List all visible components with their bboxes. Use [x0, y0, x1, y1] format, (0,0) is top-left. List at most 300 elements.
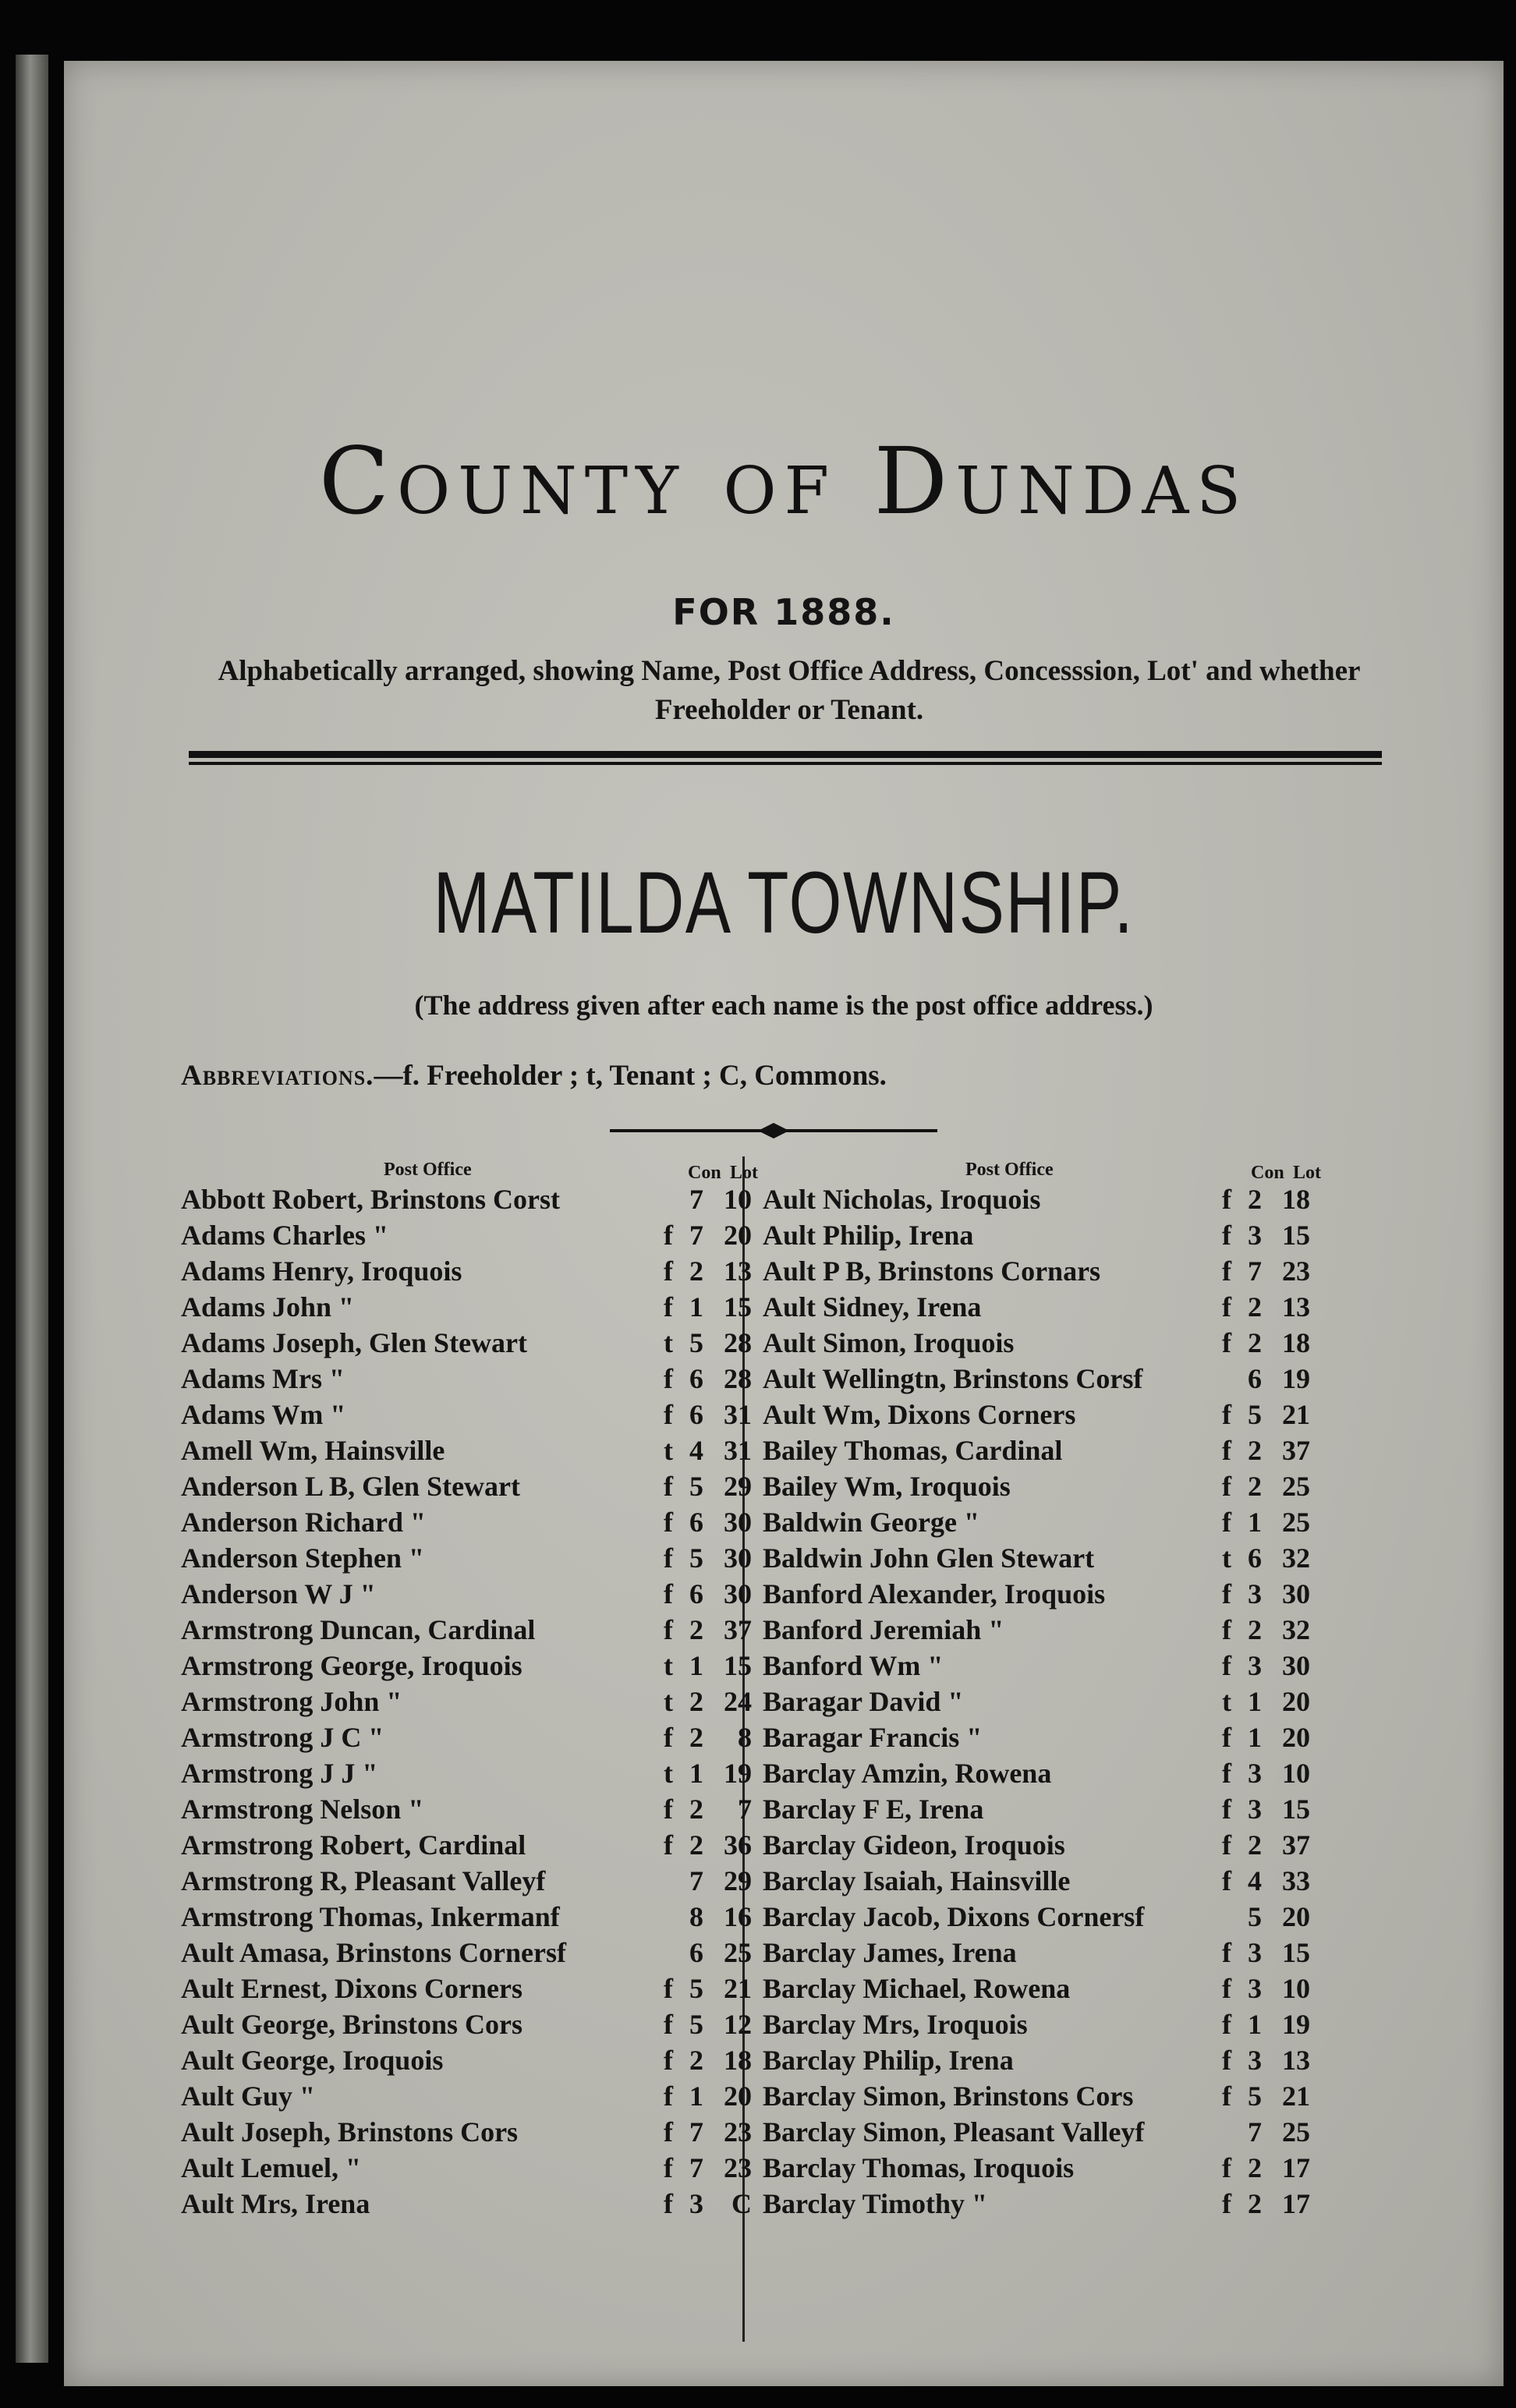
- directory-entry: [763, 1863, 1332, 1899]
- entry-holder-type: f: [1222, 1937, 1231, 1968]
- entry-lot: 24: [724, 1686, 752, 1717]
- entry-name: Barclay Philip, Irena: [763, 2045, 1014, 2076]
- entry-name: Barclay Timothy ": [763, 2188, 988, 2219]
- entry-lot: 8: [738, 1722, 752, 1753]
- directory-entry: [763, 1827, 1332, 1863]
- entry-name: Barclay Jacob, Dixons Cornersf: [763, 1901, 1145, 1932]
- entry-concession: 6: [689, 1399, 703, 1430]
- entry-concession: 7: [689, 1865, 703, 1896]
- entry-name: Armstrong George, Iroquois: [181, 1650, 522, 1681]
- entry-lot: 28: [724, 1363, 752, 1394]
- entry-lot: 32: [1282, 1542, 1310, 1574]
- entry-lot: 21: [724, 1973, 752, 2004]
- entry-name: Armstrong R, Pleasant Valleyf: [181, 1865, 546, 1896]
- entry-name: Armstrong John ": [181, 1686, 402, 1717]
- entry-lot: 10: [724, 1184, 752, 1215]
- entry-lot: 10: [1282, 1973, 1310, 2004]
- entry-concession: 2: [1248, 2188, 1262, 2219]
- entry-lot: 33: [1282, 1865, 1310, 1896]
- entry-lot: 30: [1282, 1650, 1310, 1681]
- entry-concession: 3: [1248, 1794, 1262, 1825]
- entry-name: Ault Wm, Dixons Corners: [763, 1399, 1076, 1430]
- entry-concession: 6: [689, 1937, 703, 1968]
- directory-entry: [181, 1576, 774, 1612]
- entry-lot: 20: [1282, 1722, 1310, 1753]
- entry-name: Ault Sidney, Irena: [763, 1291, 982, 1323]
- entry-concession: 2: [1248, 1471, 1262, 1502]
- entry-lot: 25: [1282, 1471, 1310, 1502]
- entry-concession: 1: [1248, 1686, 1262, 1717]
- entry-name: Barclay Thomas, Iroquois: [763, 2152, 1075, 2183]
- entry-lot: 21: [1282, 2080, 1310, 2112]
- entry-concession: 1: [1248, 1722, 1262, 1753]
- directory-entry: [181, 1361, 774, 1397]
- entry-concession: 2: [1248, 2152, 1262, 2183]
- entry-name: Armstrong Robert, Cardinal: [181, 1829, 526, 1861]
- entry-name: Barclay Gideon, Iroquois: [763, 1829, 1065, 1861]
- directory-entry: [181, 1971, 774, 2006]
- directory-entry: [181, 2150, 774, 2186]
- entry-concession: 3: [1248, 1220, 1262, 1251]
- entry-lot: 15: [1282, 1937, 1310, 1968]
- entry-name: Barclay F E, Irena: [763, 1794, 984, 1825]
- directory-entry: [181, 2006, 774, 2042]
- entry-lot: 25: [724, 1937, 752, 1968]
- entry-holder-type: f: [664, 1794, 673, 1825]
- entry-concession: 2: [689, 1255, 703, 1287]
- directory-entry: [181, 2114, 774, 2150]
- entry-lot: 23: [1282, 1255, 1310, 1287]
- directory-entry: [181, 2042, 774, 2078]
- entry-concession: 2: [689, 1794, 703, 1825]
- entry-lot: 13: [1282, 2045, 1310, 2076]
- directory-entry: [763, 1719, 1332, 1755]
- entry-concession: 5: [1248, 2080, 1262, 2112]
- entry-holder-type: t: [664, 1435, 673, 1466]
- entry-holder-type: f: [664, 2009, 673, 2040]
- entry-name: Anderson L B, Glen Stewart: [181, 1471, 521, 1502]
- con-header: Con: [1251, 1163, 1284, 1183]
- entry-lot: 16: [724, 1901, 752, 1932]
- entry-lot: 18: [724, 2045, 752, 2076]
- entry-lot: 23: [724, 2152, 752, 2183]
- entry-lot: 19: [1282, 2009, 1310, 2040]
- entry-concession: 4: [689, 1435, 703, 1466]
- entry-holder-type: f: [1222, 1399, 1231, 1430]
- directory-entry: [181, 1648, 774, 1684]
- abbreviations-text: —f. Freeholder ; t, Tenant ; C, Commons.: [374, 1060, 887, 1092]
- entry-name: Ault Ernest, Dixons Corners: [181, 1973, 522, 2004]
- entry-lot: 12: [724, 2009, 752, 2040]
- entry-holder-type: f: [1222, 1865, 1231, 1896]
- entry-concession: 1: [689, 2080, 703, 2112]
- entry-concession: 1: [689, 1758, 703, 1789]
- entry-lot: 18: [1282, 1327, 1310, 1358]
- ornament-divider: [594, 1117, 953, 1141]
- entry-lot: 37: [724, 1614, 752, 1645]
- left-column: [181, 1156, 774, 2222]
- abbreviations-label: Abbreviations.: [181, 1060, 374, 1092]
- entry-concession: 3: [1248, 1758, 1262, 1789]
- entry-holder-type: f: [1222, 2045, 1231, 2076]
- entry-concession: 7: [689, 1220, 703, 1251]
- directory-entry: [763, 2150, 1332, 2186]
- directory-entry: [181, 2078, 774, 2114]
- entry-name: Abbott Robert, Brinstons Corst: [181, 1184, 560, 1215]
- directory-entry: [181, 1540, 774, 1576]
- directory-entry: [181, 1899, 774, 1935]
- year-line: FOR 1888.: [672, 591, 895, 633]
- entry-holder-type: f: [664, 1722, 673, 1753]
- entry-concession: 2: [1248, 1829, 1262, 1861]
- directory-entry: [763, 1397, 1332, 1432]
- directory-entry: [181, 1325, 774, 1361]
- directory-entry: [181, 1863, 774, 1899]
- entry-holder-type: f: [664, 1291, 673, 1323]
- entry-lot: 30: [724, 1507, 752, 1538]
- entry-name: Baldwin John Glen Stewart: [763, 1542, 1095, 1574]
- directory-entry: [763, 2114, 1332, 2150]
- entry-concession: 3: [1248, 1937, 1262, 1968]
- entry-name: Armstrong Duncan, Cardinal: [181, 1614, 536, 1645]
- directory-entry: [763, 1504, 1332, 1540]
- directory-entry: [763, 1253, 1332, 1289]
- entry-concession: 1: [689, 1291, 703, 1323]
- entry-concession: 6: [1248, 1542, 1262, 1574]
- right-column-header: [763, 1156, 1332, 1181]
- directory-entry: [763, 1935, 1332, 1971]
- entry-concession: 2: [689, 1722, 703, 1753]
- entry-name: Adams Wm ": [181, 1399, 346, 1430]
- entry-holder-type: t: [1222, 1686, 1231, 1717]
- entry-concession: 1: [689, 1650, 703, 1681]
- entry-holder-type: f: [664, 2080, 673, 2112]
- entry-lot: 30: [724, 1542, 752, 1574]
- post-office-header: Post Office: [384, 1160, 472, 1180]
- lot-header: Lot: [730, 1163, 758, 1183]
- entry-concession: 8: [689, 1901, 703, 1932]
- entry-name: Adams Mrs ": [181, 1363, 345, 1394]
- township-title: MATILDA TOWNSHIP.: [433, 854, 1135, 951]
- entry-lot: 20: [724, 1220, 752, 1251]
- directory-entry: [181, 1719, 774, 1755]
- entry-lot: 20: [724, 2080, 752, 2112]
- abbreviations-line: [181, 1059, 887, 1092]
- directory-page: [64, 61, 1504, 2386]
- entry-holder-type: t: [664, 1686, 673, 1717]
- entry-concession: 3: [1248, 2045, 1262, 2076]
- entry-concession: 6: [689, 1363, 703, 1394]
- entry-name: Ault George, Iroquois: [181, 2045, 444, 2076]
- entry-holder-type: f: [1222, 1794, 1231, 1825]
- entry-lot: 30: [724, 1578, 752, 1609]
- lot-header: Lot: [1293, 1163, 1321, 1183]
- directory-entry: [763, 2078, 1332, 2114]
- entry-holder-type: f: [664, 1542, 673, 1574]
- entry-name: Baldwin George ": [763, 1507, 979, 1538]
- entry-lot: 13: [724, 1255, 752, 1287]
- entry-lot: 30: [1282, 1578, 1310, 1609]
- directory-entry: [181, 1253, 774, 1289]
- directory-entry: [181, 1432, 774, 1468]
- entry-lot: 7: [738, 1794, 752, 1825]
- entry-name: Adams Henry, Iroquois: [181, 1255, 462, 1287]
- entry-lot: 25: [1282, 1507, 1310, 1538]
- entry-name: Ault Nicholas, Iroquois: [763, 1184, 1041, 1215]
- entry-lot: 28: [724, 1327, 752, 1358]
- entry-lot: 20: [1282, 1686, 1310, 1717]
- directory-entry: [181, 1755, 774, 1791]
- entry-holder-type: f: [1222, 1291, 1231, 1323]
- directory-entry: [763, 1612, 1332, 1648]
- directory-entry: [763, 1325, 1332, 1361]
- entry-concession: 5: [689, 1327, 703, 1358]
- address-note: (The address given after each name is the post office address.): [414, 990, 1153, 1021]
- entry-name: Amell Wm, Hainsville: [181, 1435, 445, 1466]
- entry-lot: 19: [1282, 1363, 1310, 1394]
- entry-name: Adams John ": [181, 1291, 355, 1323]
- directory-entry: [763, 1540, 1332, 1576]
- entry-name: Ault Guy ": [181, 2080, 316, 2112]
- entry-holder-type: f: [1222, 1578, 1231, 1609]
- entry-name: Ault Simon, Iroquois: [763, 1327, 1015, 1358]
- entry-holder-type: f: [1222, 1435, 1231, 1466]
- entry-name: Ault Lemuel, ": [181, 2152, 361, 2183]
- entry-name: Barclay Mrs, Iroquois: [763, 2009, 1028, 2040]
- entry-name: Armstrong Nelson ": [181, 1794, 424, 1825]
- directory-entry: [181, 1181, 774, 1217]
- entry-holder-type: f: [664, 1829, 673, 1861]
- entry-name: Baragar David ": [763, 1686, 964, 1717]
- entry-name: Ault Amasa, Brinstons Cornersf: [181, 1937, 567, 1968]
- entry-concession: 2: [689, 1614, 703, 1645]
- entry-name: Armstrong J J ": [181, 1758, 378, 1789]
- entry-name: Bailey Thomas, Cardinal: [763, 1435, 1063, 1466]
- entry-concession: 3: [1248, 1650, 1262, 1681]
- entry-holder-type: f: [1222, 1255, 1231, 1287]
- directory-entry: [763, 1899, 1332, 1935]
- entry-holder-type: f: [664, 2152, 673, 2183]
- entry-holder-type: f: [1222, 1184, 1231, 1215]
- entry-lot: 15: [724, 1291, 752, 1323]
- entry-name: Barclay James, Irena: [763, 1937, 1017, 1968]
- directory-entry: [763, 1791, 1332, 1827]
- entry-name: Ault George, Brinstons Cors: [181, 2009, 522, 2040]
- entry-name: Banford Jeremiah ": [763, 1614, 1004, 1645]
- directory-entry: [763, 1361, 1332, 1397]
- directory-entry: [181, 1289, 774, 1325]
- entry-concession: 7: [689, 2116, 703, 2148]
- entry-holder-type: f: [1222, 2009, 1231, 2040]
- entry-name: Bailey Wm, Iroquois: [763, 1471, 1011, 1502]
- entry-concession: 5: [689, 1542, 703, 1574]
- entry-lot: 15: [724, 1650, 752, 1681]
- entry-lot: 15: [1282, 1794, 1310, 1825]
- entry-name: Ault Philip, Irena: [763, 1220, 974, 1251]
- entry-lot: 32: [1282, 1614, 1310, 1645]
- entry-lot: 29: [724, 1865, 752, 1896]
- entry-concession: 3: [689, 2188, 703, 2219]
- entry-holder-type: f: [664, 1471, 673, 1502]
- directory-entry: [181, 1684, 774, 1719]
- entry-holder-type: f: [1222, 2080, 1231, 2112]
- entry-holder-type: f: [1222, 2188, 1231, 2219]
- directory-entry: [181, 2186, 774, 2222]
- entry-name: Ault Mrs, Irena: [181, 2188, 370, 2219]
- county-title: County of Dundas: [318, 427, 1249, 535]
- entry-name: Ault P B, Brinstons Cornars: [763, 1255, 1101, 1287]
- entry-concession: 3: [1248, 1578, 1262, 1609]
- entry-lot: 20: [1282, 1901, 1310, 1932]
- entry-name: Barclay Michael, Rowena: [763, 1973, 1071, 2004]
- entry-name: Armstrong J C ": [181, 1722, 384, 1753]
- entry-name: Barclay Isaiah, Hainsville: [763, 1865, 1071, 1896]
- entry-lot: 37: [1282, 1435, 1310, 1466]
- directory-entry: [763, 1971, 1332, 2006]
- entry-concession: 1: [1248, 2009, 1262, 2040]
- entry-holder-type: f: [1222, 1507, 1231, 1538]
- directory-entry: [763, 1289, 1332, 1325]
- entry-holder-type: f: [664, 1399, 673, 1430]
- directory-entry: [763, 1648, 1332, 1684]
- entry-holder-type: f: [664, 1507, 673, 1538]
- entry-lot: 23: [724, 2116, 752, 2148]
- entry-holder-type: f: [1222, 1829, 1231, 1861]
- entry-holder-type: f: [1222, 1758, 1231, 1789]
- entry-concession: 5: [689, 1471, 703, 1502]
- entry-name: Adams Charles ": [181, 1220, 388, 1251]
- double-rule-thick: [189, 751, 1382, 758]
- directory-entry: [181, 1468, 774, 1504]
- directory-entry: [181, 1504, 774, 1540]
- entry-concession: 2: [689, 2045, 703, 2076]
- entry-lot: 19: [724, 1758, 752, 1789]
- entry-name: Ault Joseph, Brinstons Cors: [181, 2116, 519, 2148]
- entry-holder-type: f: [664, 1220, 673, 1251]
- entry-holder-type: f: [1222, 1722, 1231, 1753]
- entry-lot: 29: [724, 1471, 752, 1502]
- entry-name: Barclay Amzin, Rowena: [763, 1758, 1052, 1789]
- entry-holder-type: t: [664, 1650, 673, 1681]
- entry-holder-type: t: [664, 1327, 673, 1358]
- directory-entry: [763, 2042, 1332, 2078]
- entry-holder-type: f: [664, 1614, 673, 1645]
- entry-concession: 3: [1248, 1973, 1262, 2004]
- entry-concession: 2: [1248, 1327, 1262, 1358]
- entry-concession: 2: [1248, 1184, 1262, 1215]
- entry-name: Armstrong Thomas, Inkermanf: [181, 1901, 560, 1932]
- entry-concession: 6: [689, 1578, 703, 1609]
- directory-entry: [763, 1468, 1332, 1504]
- entry-name: Barclay Simon, Brinstons Cors: [763, 2080, 1134, 2112]
- double-rule-thin: [189, 762, 1382, 765]
- entry-holder-type: f: [1222, 1471, 1231, 1502]
- directory-entry: [181, 1827, 774, 1863]
- book-gutter: [16, 55, 48, 2363]
- entry-lot: 13: [1282, 1291, 1310, 1323]
- entry-name: Baragar Francis ": [763, 1722, 983, 1753]
- entry-holder-type: t: [664, 1758, 673, 1789]
- entry-holder-type: f: [664, 2188, 673, 2219]
- entry-name: Ault Wellingtn, Brinstons Corsf: [763, 1363, 1143, 1394]
- entry-concession: 2: [1248, 1614, 1262, 1645]
- entry-lot: 31: [724, 1399, 752, 1430]
- entry-lot: 37: [1282, 1829, 1310, 1861]
- entry-concession: 4: [1248, 1865, 1262, 1896]
- entry-lot: 36: [724, 1829, 752, 1861]
- entry-concession: 6: [689, 1507, 703, 1538]
- entry-holder-type: f: [664, 1363, 673, 1394]
- left-column-header: [181, 1156, 774, 1181]
- directory-entry: [763, 2186, 1332, 2222]
- entry-lot: 31: [724, 1435, 752, 1466]
- entry-concession: 7: [1248, 1255, 1262, 1287]
- entry-name: Banford Alexander, Iroquois: [763, 1578, 1106, 1609]
- entry-name: Anderson W J ": [181, 1578, 376, 1609]
- entry-holder-type: f: [664, 1973, 673, 2004]
- entry-concession: 7: [689, 1184, 703, 1215]
- entry-lot: 25: [1282, 2116, 1310, 2148]
- directory-entry: [763, 1576, 1332, 1612]
- right-column: [763, 1156, 1332, 2222]
- directory-entry: [181, 1217, 774, 1253]
- entry-holder-type: t: [1222, 1542, 1231, 1574]
- directory-entry: [181, 1935, 774, 1971]
- directory-entry: [763, 1684, 1332, 1719]
- directory-entry: [763, 2006, 1332, 2042]
- entry-holder-type: f: [1222, 1614, 1231, 1645]
- directory-entry: [181, 1612, 774, 1648]
- entry-concession: 2: [1248, 1435, 1262, 1466]
- directory-entry: [181, 1791, 774, 1827]
- directory-entry: [763, 1432, 1332, 1468]
- entry-concession: 7: [1248, 2116, 1262, 2148]
- directory-entry: [763, 1755, 1332, 1791]
- post-office-header: Post Office: [965, 1160, 1054, 1180]
- entry-lot: C: [731, 2188, 752, 2219]
- entry-lot: 17: [1282, 2152, 1310, 2183]
- entry-concession: 6: [1248, 1363, 1262, 1394]
- entry-holder-type: f: [664, 2045, 673, 2076]
- entry-name: Adams Joseph, Glen Stewart: [181, 1327, 528, 1358]
- entry-concession: 5: [689, 1973, 703, 2004]
- entry-lot: 17: [1282, 2188, 1310, 2219]
- entry-concession: 5: [1248, 1399, 1262, 1430]
- entry-concession: 2: [689, 1829, 703, 1861]
- entry-holder-type: f: [1222, 1973, 1231, 2004]
- entry-holder-type: f: [664, 2116, 673, 2148]
- directory-entry: [763, 1181, 1332, 1217]
- entry-name: Banford Wm ": [763, 1650, 944, 1681]
- entry-name: Anderson Stephen ": [181, 1542, 425, 1574]
- entry-concession: 5: [1248, 1901, 1262, 1932]
- directory-entry: [181, 1397, 774, 1432]
- con-header: Con: [688, 1163, 721, 1183]
- entry-holder-type: f: [1222, 1220, 1231, 1251]
- entry-concession: 5: [689, 2009, 703, 2040]
- entry-lot: 15: [1282, 1220, 1310, 1251]
- entry-holder-type: f: [664, 1255, 673, 1287]
- subtitle: Alphabetically arranged, showing Name, Post Office Address, Concesssion, Lot' and whether Freeholder or Tenant.: [218, 655, 1361, 726]
- entry-name: Barclay Simon, Pleasant Valleyf: [763, 2116, 1145, 2148]
- entry-concession: 7: [689, 2152, 703, 2183]
- entry-holder-type: f: [1222, 1327, 1231, 1358]
- entry-holder-type: f: [1222, 2152, 1231, 2183]
- entry-holder-type: f: [664, 1578, 673, 1609]
- entry-concession: 2: [1248, 1291, 1262, 1323]
- entry-concession: 1: [1248, 1507, 1262, 1538]
- directory-entry: [763, 1217, 1332, 1253]
